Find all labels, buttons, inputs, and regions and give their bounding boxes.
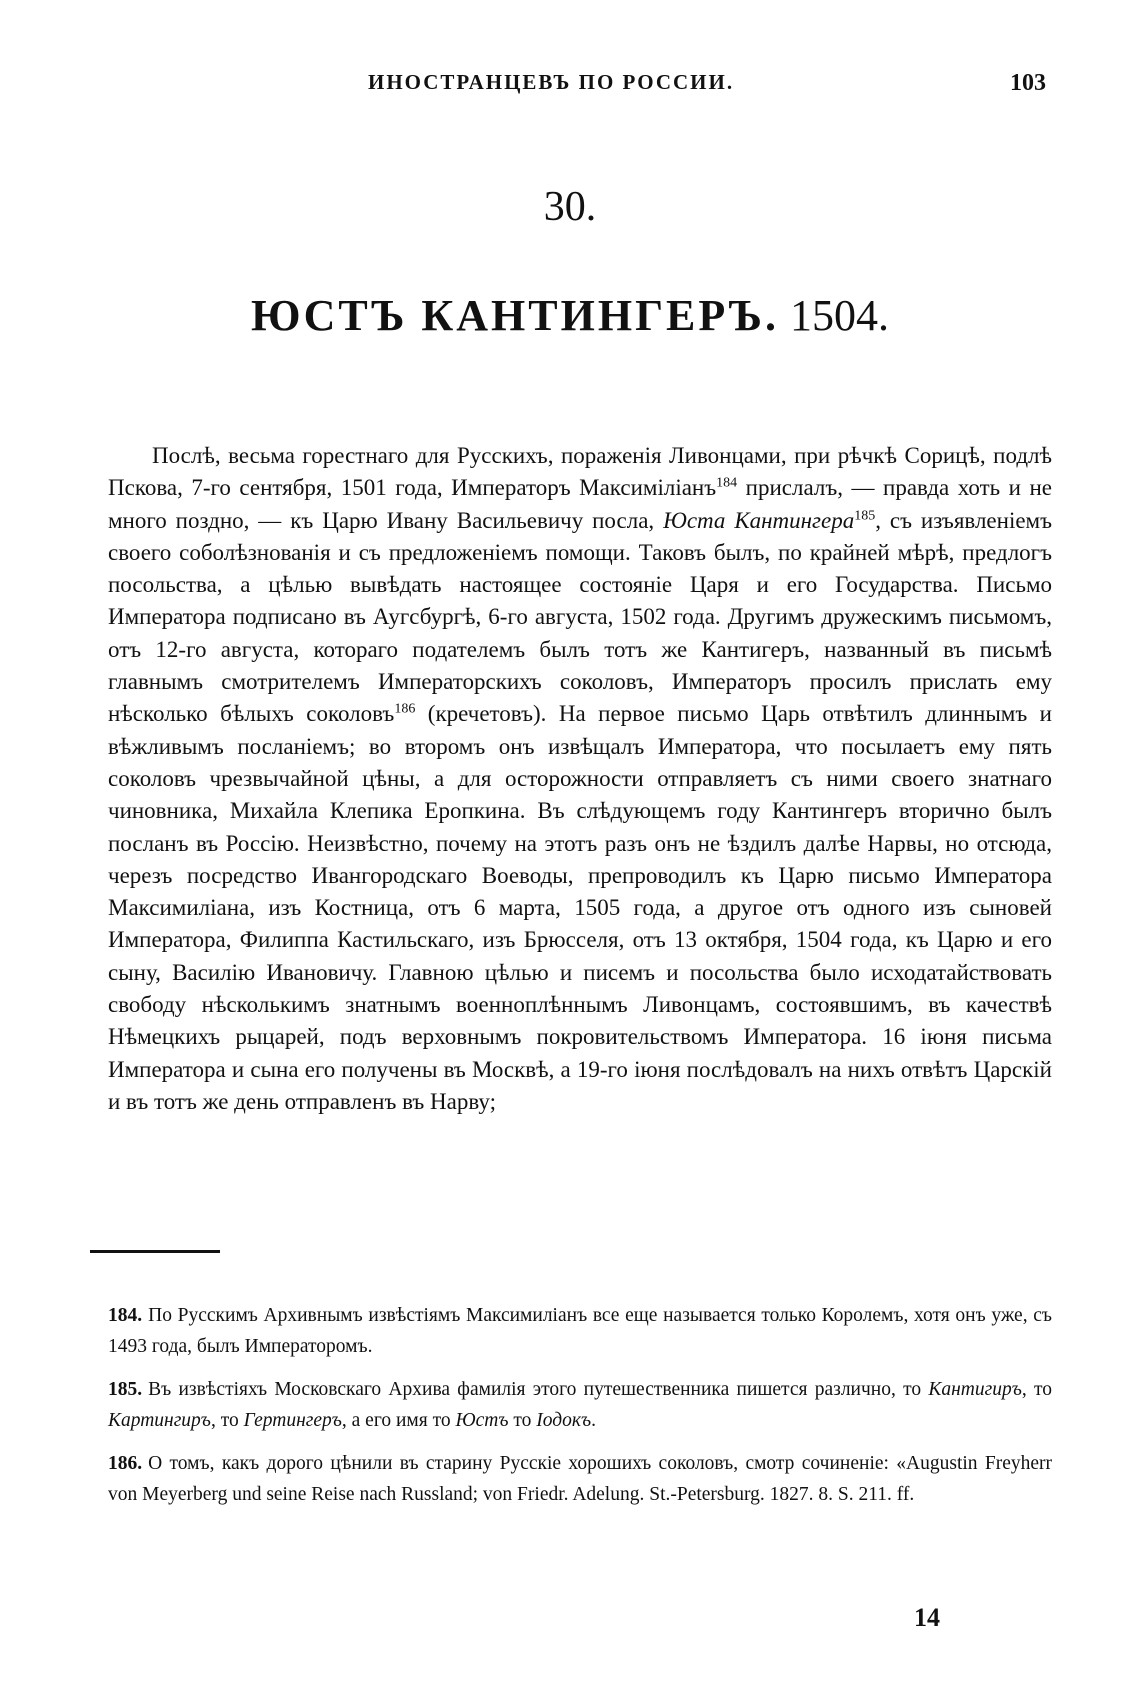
footnote-text: О томъ, какъ дорого цѣнили въ старину Русскіе хорошихъ соколовъ, смотр сочиненіе: «Augustin Freyherr von Meyerberg und seine Reise nach Russland; von Friedr. Adelung. St.-Petersburg. 1827. 8. S. 211. ff. <box>108 1453 1052 1505</box>
body-text-part: прислалъ, — правда хоть и не много поздно, — къ Царю Ивану Васильевичу посла, <box>108 475 1052 533</box>
footnote-ref-186: 186 <box>394 701 416 717</box>
footnotes <box>108 1300 1052 1522</box>
chapter-title-year: 1504. <box>789 291 889 340</box>
running-title: ИНОСТРАНЦЕВЪ ПО РОССИИ. <box>368 70 735 94</box>
footnote-number: 184. <box>108 1305 143 1326</box>
chapter-title <box>0 290 1140 341</box>
chapter-number: 30. <box>543 184 597 230</box>
footnote-text: то <box>508 1410 537 1431</box>
footnote-ref-185: 185 <box>854 507 876 523</box>
footnote-italic: Кантигиръ <box>928 1379 1022 1400</box>
footnote-ref-184: 184 <box>716 475 738 491</box>
signature-mark: 14 <box>914 1603 940 1632</box>
footnote-text: Въ извѣстіяхъ Московскаго Архива фамилія этого путешественника пишется различно, то <box>148 1379 929 1400</box>
footnote-number: 185. <box>108 1379 143 1400</box>
chapter-title-name: ЮСТЪ КАНТИНГЕРЪ. <box>251 291 779 340</box>
footnote-text: . <box>591 1410 596 1431</box>
footnote-184 <box>108 1300 1052 1362</box>
footnote-text: , то <box>210 1410 244 1431</box>
body-text-part: Послѣ, весьма горестнаго для Русскихъ, пораженія Ливонцами, при рѣчкѣ Сорицѣ, подлѣ Пскова, 7-го сентября, 1501 года, Императоръ Максиміліанъ <box>108 443 1052 501</box>
body-paragraph <box>108 440 1052 1118</box>
footnote-italic: Картингиръ <box>108 1410 211 1431</box>
page-number: 103 <box>1010 70 1046 96</box>
footnote-186 <box>108 1448 1052 1510</box>
running-header <box>0 70 1140 110</box>
footnote-text: По Русскимъ Архивнымъ извѣстіямъ Максимиліанъ все еще называется только Королемъ, хотя онъ уже, съ 1493 года, былъ Императоромъ. <box>108 1305 1052 1357</box>
footnote-text: , то <box>1021 1379 1052 1400</box>
footnote-185 <box>108 1374 1052 1436</box>
footnote-number: 186. <box>108 1453 143 1474</box>
footnote-divider <box>90 1250 220 1253</box>
footnote-italic: Гертингеръ <box>243 1410 342 1431</box>
body-text-part: , съ изъявленіемъ своего соболѣзнованія и съ предложеніемъ помощи. Таковъ былъ, по крайней мѣрѣ, предлогъ посольства, а цѣлью вывѣдать настоящее состояніе Царя и его Государства. Письмо Императора подписано въ Аугсбургѣ, 6-го августа, 1502 года. Другимъ дружескимъ письмомъ, отъ 12-го августа, котораго подателемъ былъ тотъ же Кантигеръ, названный въ письмѣ главнымъ смотрителемъ Императорскихъ соколовъ, Императоръ просилъ прислать ему нѣсколько бѣлыхъ соколовъ <box>108 507 1052 727</box>
footnote-italic: Юстъ <box>455 1410 509 1431</box>
body-italic-name: Юста Кантингера <box>663 507 855 533</box>
body-text-part: (кречетовъ). На первое письмо Царь отвѣтилъ длиннымъ и вѣжливымъ посланіемъ; во второмъ онъ извѣщалъ Императора, что посылаетъ ему пять соколовъ чрезвычайной цѣны, а для осторожности отправляетъ съ ними своего знатнаго чиновника, Михайла Клепика Еропкина. Въ слѣдующемъ году Кантингеръ вторично былъ посланъ въ Россію. Неизвѣстно, почему на этотъ разъ онъ не ѣздилъ далѣе Нарвы, но отсюда, черезъ посредство Ивангородскаго Воеводы, препроводилъ къ Царю письмо Императора Максимиліана, изъ Костница, отъ 6 марта, 1505 года, а другое отъ одного изъ сыновей Императора, Филиппа Кастильскаго, изъ Брюсселя, отъ 13 октября, 1504 года, къ Царю и его сыну, Василію Ивановичу. Главною цѣлью и писемъ и посольства было исходатайствовать свободу нѣсколькимъ знатнымъ военноплѣннымъ Ливонцамъ, состоявшимъ, въ качествѣ Нѣмецкихъ рыцарей, подъ верховнымъ покровительствомъ Императора. 16 іюня письма Императора и сына его получены въ Москвѣ, а 19-го іюня послѣдовалъ на нихъ отвѣтъ Царскій и въ тотъ же день отправленъ въ Нарву; <box>108 701 1052 1114</box>
footnote-text: , а его имя то <box>341 1410 456 1431</box>
footnote-italic: Іодокъ <box>536 1410 592 1431</box>
